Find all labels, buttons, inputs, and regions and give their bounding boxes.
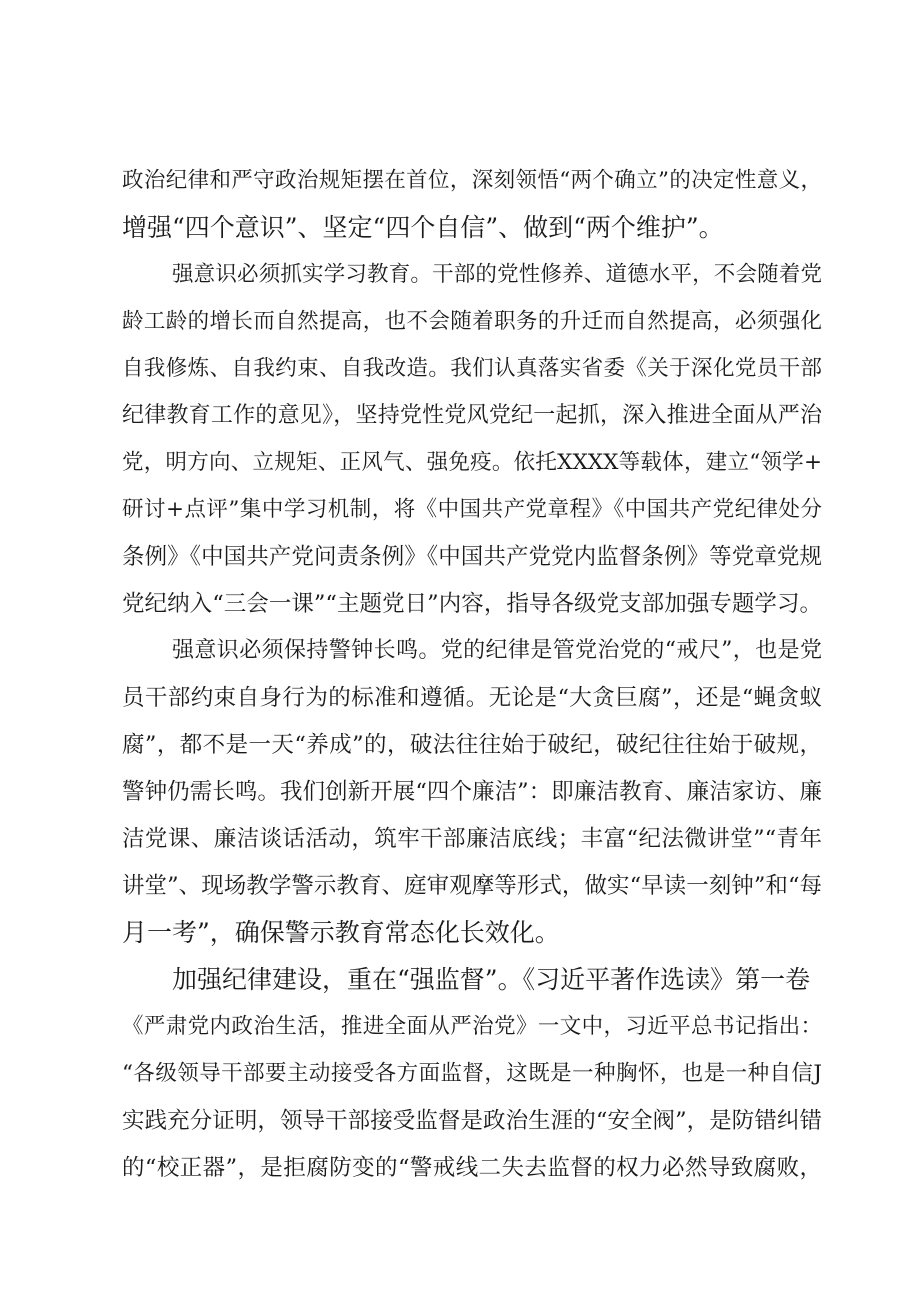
paragraph-first-line: 加强纪律建设，重在“强监督”。《习近平著作选读》第一卷 xyxy=(172,965,811,994)
text-line: 洁党课、廉洁谈话活动，筑牢干部廉洁底线；丰富“纪法微讲堂”“青年 xyxy=(122,826,822,852)
text-line: 月一考”，确保警示教育常态化长效化。 xyxy=(122,918,560,947)
paragraph-first-line: 强意识必须抓实学习教育。干部的党性修养、道德水平，不会随着党 xyxy=(172,262,822,287)
text-line: 自我修炼、自我约束、自我改造。我们认真落实省委《关于深化党员干部 xyxy=(122,356,822,381)
text-line: 实践充分证明，领导干部接受监督是政治生涯的“安全阀”，是防错纠错 xyxy=(122,1108,822,1134)
text-line: 讲堂”、现场教学警示教育、庭审观摩等形式，做实“早读一刻钟”和“每 xyxy=(122,873,822,899)
text-line: 党，明方向、立规矩、正风气、强免疫。依托XXXX等载体，建立“领学+ xyxy=(122,450,822,475)
text-line: 增强“四个意识”、坚定“四个自信”、做到“两个维护”。 xyxy=(122,213,724,242)
text-line: 条例》《中国共产党问责条例》《中国共产党党内监督条例》等党章党规 xyxy=(122,544,822,570)
text-line: 的“校正器”，是拒腐防变的“警戒线二失去监督的权力必然导致腐败， xyxy=(122,1155,822,1181)
text-line: 研讨+点评”集中学习机制，将《中国共产党章程》《中国共产党纪律处分 xyxy=(122,497,822,522)
text-line: 员干部约束自身行为的标准和遵循。无论是“大贪巨腐”，还是“蝇贪蚁 xyxy=(122,685,822,711)
text-line: 腐”，都不是一天“养成”的，破法往往始于破纪，破纪往往始于破规， xyxy=(122,732,822,758)
text-line: 纪律教育工作的意见》，坚持党性党风党纪一起抓，深入推进全面从严治 xyxy=(122,403,822,428)
text-line: 警钟仍需长鸣。我们创新开展“四个廉洁”：即廉洁教育、廉洁家访、廉 xyxy=(122,779,822,805)
text-line: 龄工龄的增长而自然提高，也不会随着职务的升迁而自然提高，必须强化 xyxy=(122,309,822,334)
text-line: “各级领导干部要主动接受各方面监督，这既是一种胸怀，也是一种自信J xyxy=(122,1061,822,1086)
text-line: 《严肃党内政治生活，推进全面从严治党》一文中，习近平总书记指出： xyxy=(122,1014,822,1039)
text-line: 党纪纳入“三会一课”“主题党日”内容，指导各级党支部加强专题学习。 xyxy=(122,591,822,617)
text-line: 政治纪律和严守政治规矩摆在首位，深刻领悟“两个确立”的决定性意义， xyxy=(122,168,822,193)
paragraph-first-line: 强意识必须保持警钟长鸣。党的纪律是管党治党的“戒尺”，也是党 xyxy=(172,638,822,663)
